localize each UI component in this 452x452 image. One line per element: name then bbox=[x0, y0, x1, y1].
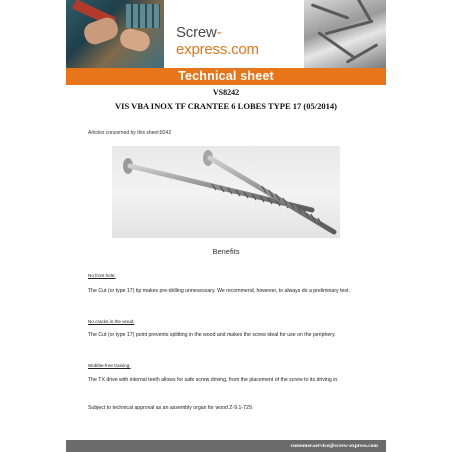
footer-bar bbox=[66, 440, 386, 452]
product-code: VS8242 bbox=[212, 88, 240, 97]
screw-photo bbox=[112, 146, 340, 238]
section-heading: No cracks in the wood: bbox=[88, 319, 135, 324]
header-banner bbox=[66, 0, 386, 68]
articles-label: Articles concerned by this sheet:8242 bbox=[88, 130, 172, 136]
screw-illustration bbox=[112, 146, 340, 238]
technical-sheet-page bbox=[66, 0, 386, 452]
approval-note: Subject to technical approval as an assembly organ for wood Z-9.1-729. bbox=[88, 405, 254, 411]
section-text: The TX drive with internal teeth allows for safe screw driving, from the placement of the screw to its driving in. bbox=[88, 377, 339, 383]
screws-photo bbox=[304, 0, 386, 68]
logo-area bbox=[164, 0, 304, 68]
section-text: The Cut (or type 17) tip makes pre-drilling unnecessary. We recommend, however, to always do a preliminary test. bbox=[88, 288, 350, 294]
workshop-photo bbox=[66, 0, 164, 68]
site-logo[interactable]: Screw-express.com bbox=[176, 24, 259, 58]
section-heading: Wobble-free training: bbox=[88, 363, 131, 368]
product-title: VIS VBA INOX TF CRANTEE 6 LOBES TYPE 17 (05/2014) bbox=[115, 101, 337, 111]
section-heading: No front hole: bbox=[88, 273, 116, 278]
section-text: The Cut (or type 17) point prevents splitting in the wood and makes the screw ideal for use on the periphery. bbox=[88, 332, 336, 338]
footer-email-link[interactable]: customer.service@screw-express.com bbox=[290, 443, 378, 449]
sheet-title: Technical sheet bbox=[178, 69, 274, 83]
benefits-heading: Benefits bbox=[212, 247, 240, 256]
